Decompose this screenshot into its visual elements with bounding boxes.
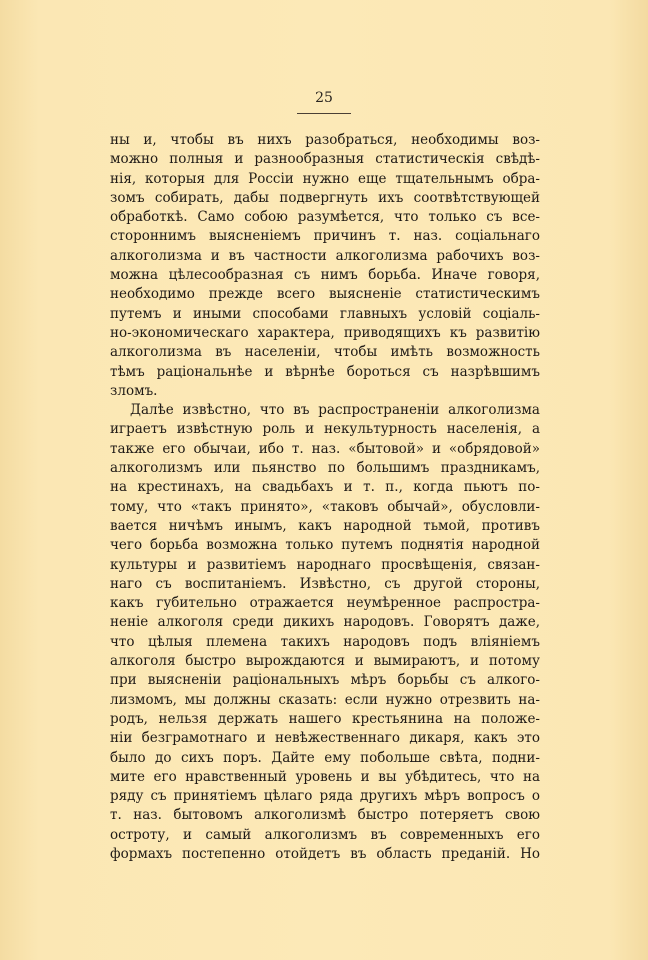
text-line: было до сихъ поръ. Дайте ему побольше свѣта, подни- [110, 749, 540, 766]
text-line: зомъ собирать, дабы подвергнуть ихъ соотвѣтствующей [110, 189, 540, 206]
text-line: ніи безграмотнаго и невѣжественнаго дикаря, какъ это [110, 730, 540, 747]
text-line: обработкѣ. Само собою разумѣется, что только съ все- [110, 209, 540, 226]
text-line: играетъ извѣстную роль и некультурность населенія, а [110, 421, 540, 438]
text-line: вается ничѣмъ инымъ, какъ народной тьмой, противъ [110, 517, 540, 534]
text-line: ряду съ принятіемъ цѣлаго ряда другихъ мѣръ вопросъ о [110, 788, 540, 805]
text-line: алкоголизмъ или пьянство по большимъ праздникамъ, [110, 460, 540, 477]
text-line: наго съ воспитаніемъ. Извѣстно, съ другой стороны, [110, 575, 540, 592]
text-line: тѣмъ раціональнѣе и вѣрнѣе бороться съ назрѣвшимъ [110, 363, 540, 380]
text-line: но-экономическаго характера, приводящихъ къ развитію [110, 324, 540, 341]
text-line: Далѣе извѣстно, что въ распространеніи алкоголизма [130, 402, 540, 419]
body-text [110, 131, 540, 864]
text-line: можно полныя и разнообразныя статистическія свѣдѣ- [110, 151, 540, 168]
text-line: какъ губительно отражается неумѣренное распростра- [110, 595, 540, 612]
text-line: неніе алкоголя среди дикихъ народовъ. Говорятъ даже, [110, 614, 540, 631]
text-line: культуры и развитіемъ народнаго просвѣщенія, связан- [110, 556, 540, 573]
text-line: необходимо прежде всего выясненіе статистическимъ [110, 286, 540, 303]
text-line: алкоголя быстро вырождаются и вымираютъ, и потому [110, 653, 540, 670]
page-number: 25 [315, 90, 333, 106]
text-line: чего борьба возможна только путемъ поднятія народной [110, 537, 540, 554]
text-line: т. наз. бытовомъ алкоголизмѣ быстро потеряетъ свою [110, 807, 540, 824]
text-line: тому, что «такъ принято», «таковъ обычай», обусловли- [110, 498, 540, 515]
text-line: мите его нравственный уровень и вы убѣдитесь, что на [110, 768, 540, 785]
text-line: родъ, нельзя держать нашего крестьянина на положе- [110, 710, 540, 727]
text-line: формахъ постепенно отойдетъ въ область преданій. Но [110, 845, 540, 862]
text-line: стороннимъ выясненіемъ причинъ т. наз. соціальнаго [110, 228, 540, 245]
text-line: ны и, чтобы въ нихъ разобраться, необходимы воз- [110, 132, 540, 148]
text-line: лизмомъ, мы должны сказать: если нужно отрезвить на- [110, 691, 540, 708]
text-line: можна цѣлесообразная съ нимъ борьба. Иначе говоря, [110, 267, 540, 284]
text-line: на крестинахъ, на свадьбахъ и т. п., когда пьютъ по- [110, 479, 540, 496]
text-line: зломъ. [110, 382, 158, 399]
text-line: остроту, и самый алкоголизмъ въ современныхъ его [110, 826, 540, 843]
text-line: нія, которыя для Россіи нужно еще тщательнымъ обра- [110, 170, 540, 187]
text-line: алкоголизма въ населеніи, чтобы имѣть возможность [110, 344, 540, 361]
header-rule [297, 113, 351, 114]
text-line: алкоголизма и въ частности алкоголизма рабочихъ воз- [110, 247, 540, 264]
text-line: путемъ и иными способами главныхъ условій соціаль- [110, 305, 540, 322]
text-line: что цѣлыя племена такихъ народовъ подъ вліяніемъ [110, 633, 540, 650]
text-line: при выясненіи раціональныхъ мѣръ борьбы съ алкого- [110, 672, 540, 689]
text-line: также его обычаи, ибо т. наз. «бытовой» и «обрядовой» [110, 440, 540, 457]
